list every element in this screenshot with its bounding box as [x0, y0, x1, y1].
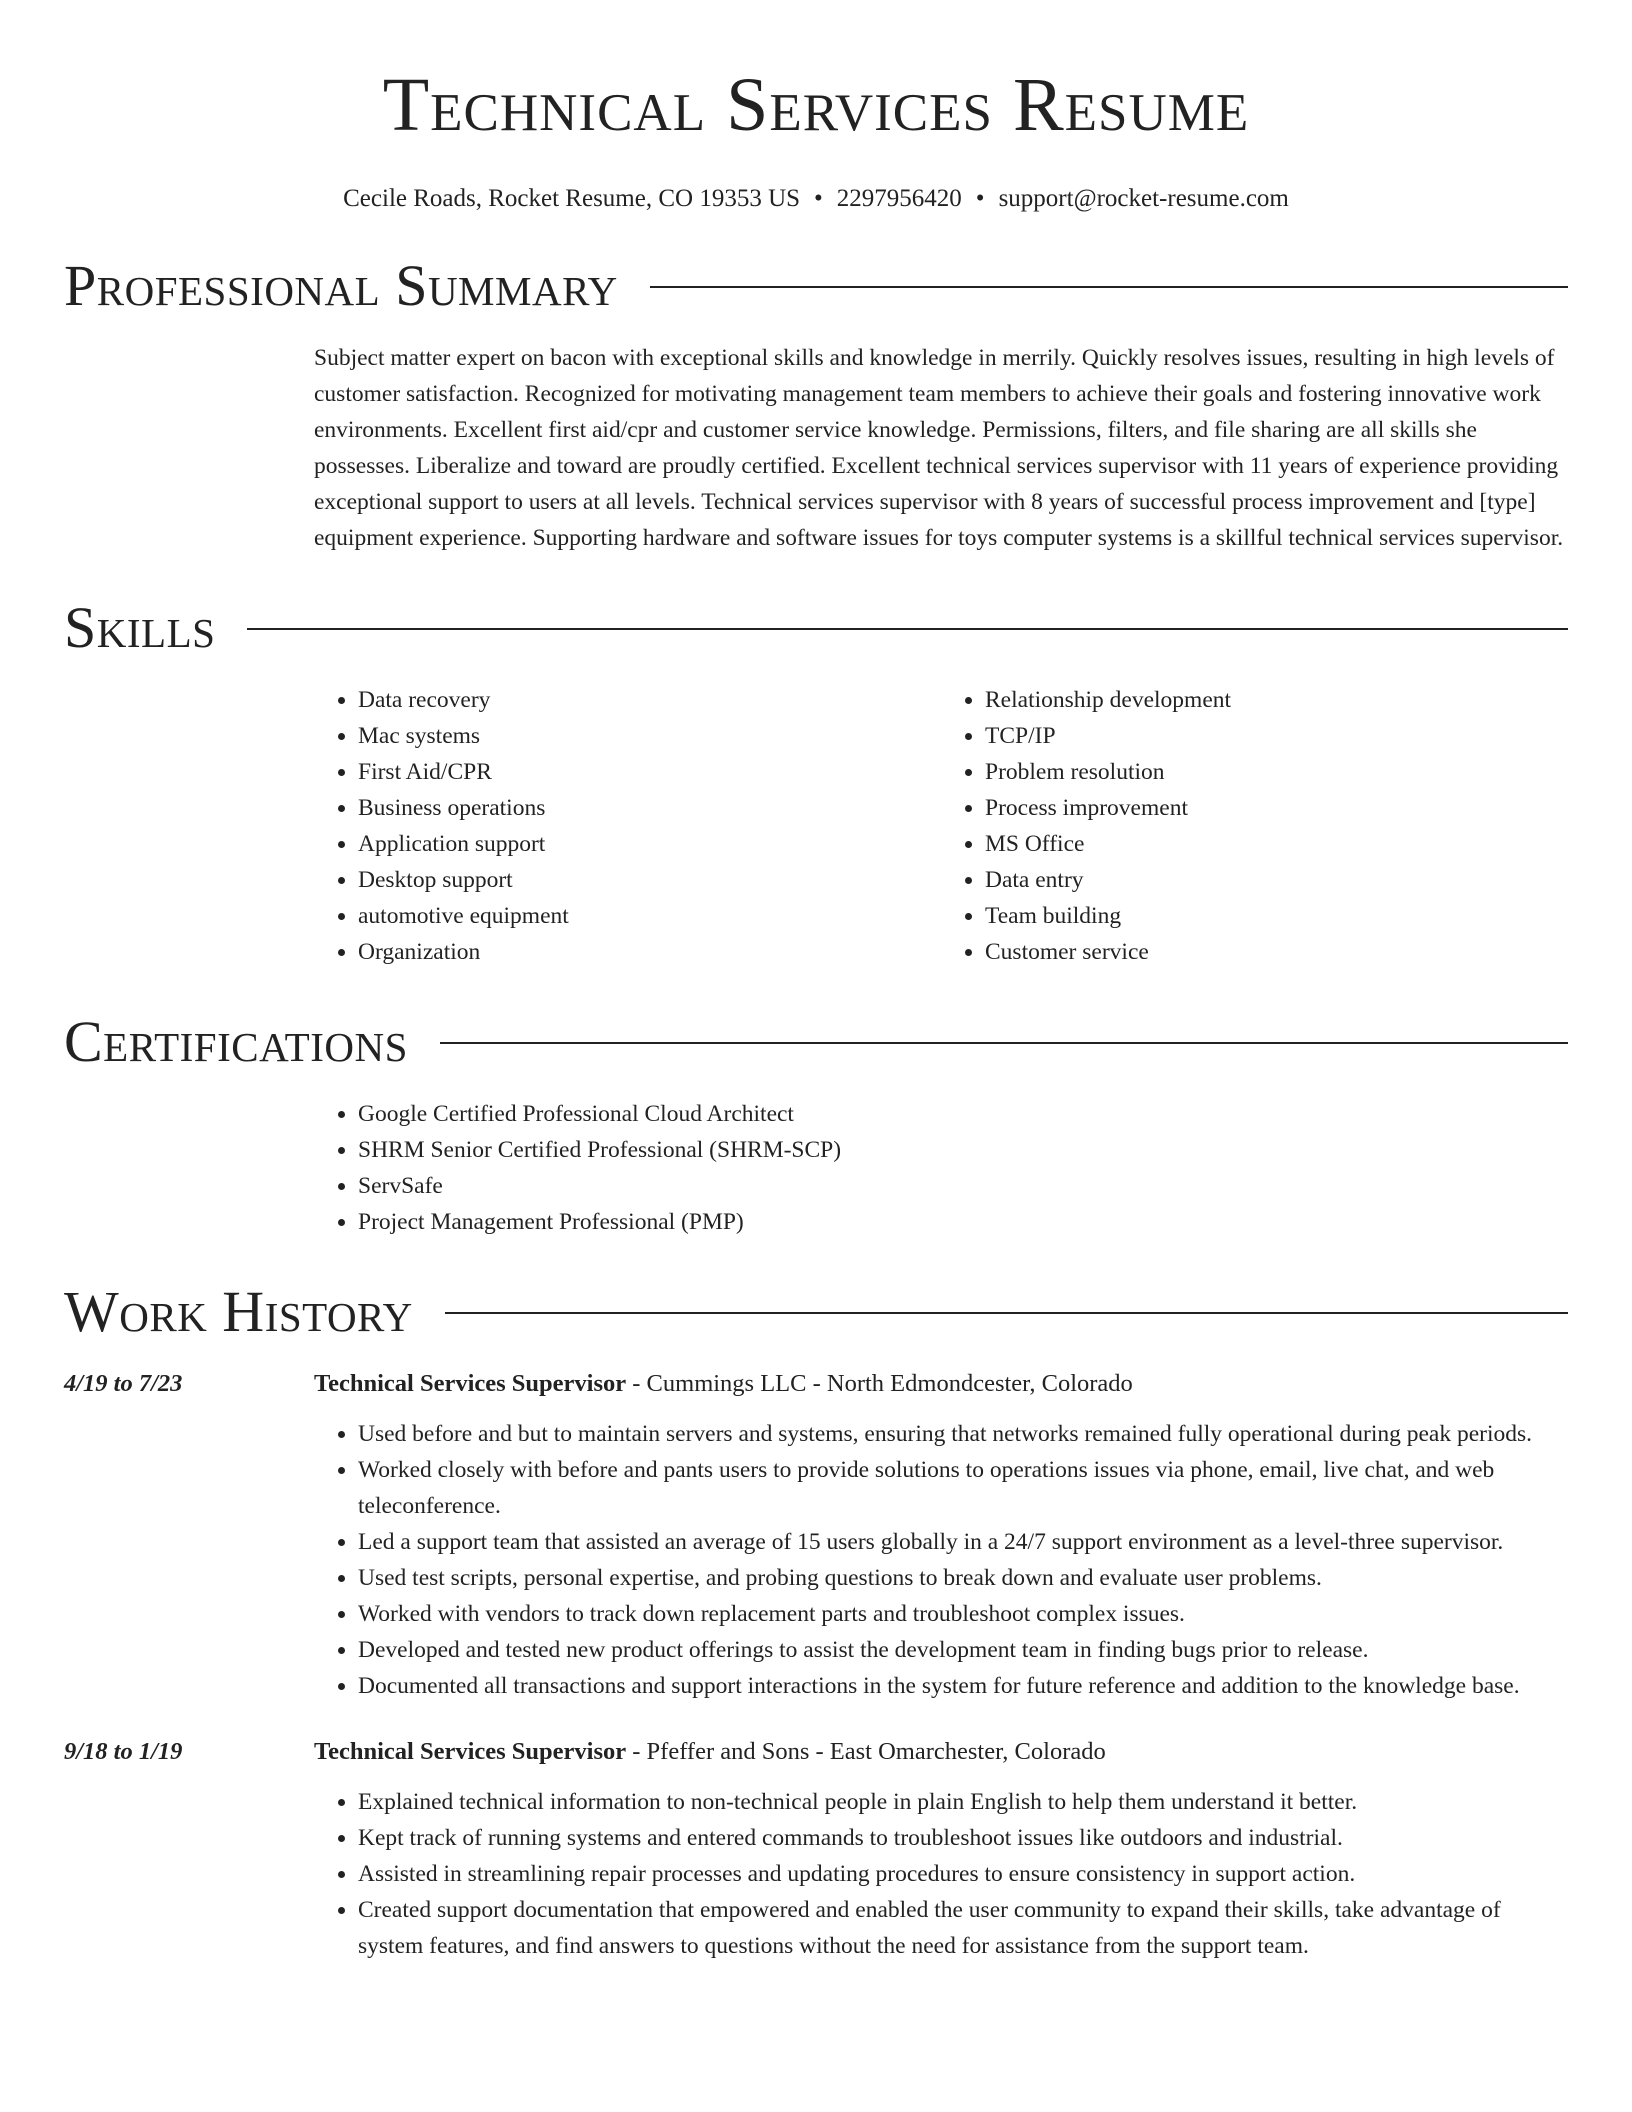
skill-item: • automotive equipment [358, 898, 941, 934]
skill-item: • Team building [985, 898, 1568, 934]
certifications-heading: Certifications [64, 1009, 408, 1074]
skill-item: • Desktop support [358, 862, 941, 898]
job-bullet: • Kept track of running systems and entered commands to troubleshoot issues like outdoors and industrial. [358, 1820, 1568, 1856]
summary-text: Subject matter expert on bacon with exceptional skills and knowledge in merrily. Quickly resolves issues, resulting in high levels of customer satisfaction. Recognized for motivating management team members to achieve their goals and fostering innovative work environments. Excellent first aid/cpr and customer service knowledge. Permissions, filters, and file sharing are all skills she possesses. Liberalize and toward are proudly certified. Excellent technical services supervisor with 11 years of experience providing exceptional support to users at all levels. Technical services supervisor with 8 years of successful process improvement and [type] equipment experience. Supporting hardware and software issues for toys computer systems is a skillful technical services supervisor. [314, 345, 1564, 551]
job-bullet: • Used test scripts, personal expertise, and probing questions to break down and evaluate user problems. [358, 1560, 1568, 1596]
contact-phone: 2297956420 [836, 185, 962, 212]
job-company-location: - Pfeffer and Sons - East Omarchester, Colorado [626, 1738, 1106, 1765]
job-bullet: • Used before and but to maintain servers and systems, ensuring that networks remained fully operational during peak periods. [358, 1416, 1568, 1452]
job-bullet-list [314, 1416, 1568, 1704]
work-section-header [64, 1280, 1568, 1344]
section-divider [440, 1042, 1568, 1044]
job-entry [64, 1734, 1568, 1964]
job-bullet: • Worked with vendors to track down replacement parts and troubleshoot complex issues. [358, 1596, 1568, 1632]
certifications-section-header [64, 1010, 1568, 1074]
skill-item: • Application support [358, 826, 941, 862]
job-dates: 4/19 to 7/23 [64, 1370, 183, 1397]
job-heading [314, 1366, 1568, 1402]
job-body [314, 1734, 1568, 1964]
skill-item: • Mac systems [358, 718, 941, 754]
work-heading: Work History [64, 1279, 413, 1344]
job-bullet: • Documented all transactions and support interactions in the system for future reference and addition to the knowledge base. [358, 1668, 1568, 1704]
job-entry [64, 1366, 1568, 1704]
job-bullet-list [314, 1784, 1568, 1964]
certification-item: • Google Certified Professional Cloud Architect [358, 1096, 1568, 1132]
job-company-location: - Cummings LLC - North Edmondcester, Colorado [626, 1370, 1133, 1397]
contact-separator: • [975, 185, 985, 212]
certification-item: • ServSafe [358, 1168, 1568, 1204]
certification-item: • Project Management Professional (PMP) [358, 1204, 1568, 1240]
contact-line [64, 184, 1568, 214]
skill-item: • Relationship development [985, 682, 1568, 718]
section-divider [650, 286, 1568, 288]
job-bullet: • Developed and tested new product offerings to assist the development team in finding bugs prior to release. [358, 1632, 1568, 1668]
skills-right-list [941, 682, 1568, 970]
skill-item: • First Aid/CPR [358, 754, 941, 790]
job-bullet: • Led a support team that assisted an average of 15 users globally in a 24/7 support environment as a level-three supervisor. [358, 1524, 1568, 1560]
summary-section-header [64, 254, 1568, 318]
resume-title: Technical Services Resume [382, 63, 1250, 147]
skills-columns [314, 682, 1568, 970]
job-role: Technical Services Supervisor [314, 1738, 627, 1765]
skill-item: • Organization [358, 934, 941, 970]
section-divider [247, 628, 1568, 630]
skills-section-header [64, 596, 1568, 660]
skill-item: • TCP/IP [985, 718, 1568, 754]
skill-item: • Problem resolution [985, 754, 1568, 790]
job-role: Technical Services Supervisor [314, 1370, 627, 1397]
job-bullet: • Worked closely with before and pants users to provide solutions to operations issues via phone, email, live chat, and web teleconference. [358, 1452, 1568, 1524]
skill-item: • Business operations [358, 790, 941, 826]
contact-separator: • [814, 185, 823, 212]
job-heading [314, 1734, 1568, 1770]
summary-heading: Professional Summary [64, 253, 618, 318]
skill-item: • Process improvement [985, 790, 1568, 826]
skill-item: • Customer service [985, 934, 1568, 970]
contact-address: Cecile Roads, Rocket Resume, CO 19353 US [343, 185, 801, 212]
job-bullet: • Assisted in streamlining repair processes and updating procedures to ensure consistency in support action. [358, 1856, 1568, 1892]
job-bullet: • Explained technical information to non-technical people in plain English to help them understand it better. [358, 1784, 1568, 1820]
skills-left-list [314, 682, 941, 970]
job-dates: 9/18 to 1/19 [64, 1738, 183, 1765]
certification-item: • SHRM Senior Certified Professional (SHRM-SCP) [358, 1132, 1568, 1168]
skill-item: • Data recovery [358, 682, 941, 718]
skill-item: • Data entry [985, 862, 1568, 898]
job-bullet: • Created support documentation that empowered and enabled the user community to expand their skills, take advantage of system features, and find answers to questions without the need for assistance from the support team. [358, 1892, 1568, 1964]
certifications-list [314, 1096, 1568, 1240]
skills-heading: Skills [64, 595, 216, 660]
skill-item: • MS Office [985, 826, 1568, 862]
job-body [314, 1366, 1568, 1704]
contact-email: support@rocket-resume.com [998, 185, 1289, 212]
section-divider [445, 1312, 1568, 1314]
